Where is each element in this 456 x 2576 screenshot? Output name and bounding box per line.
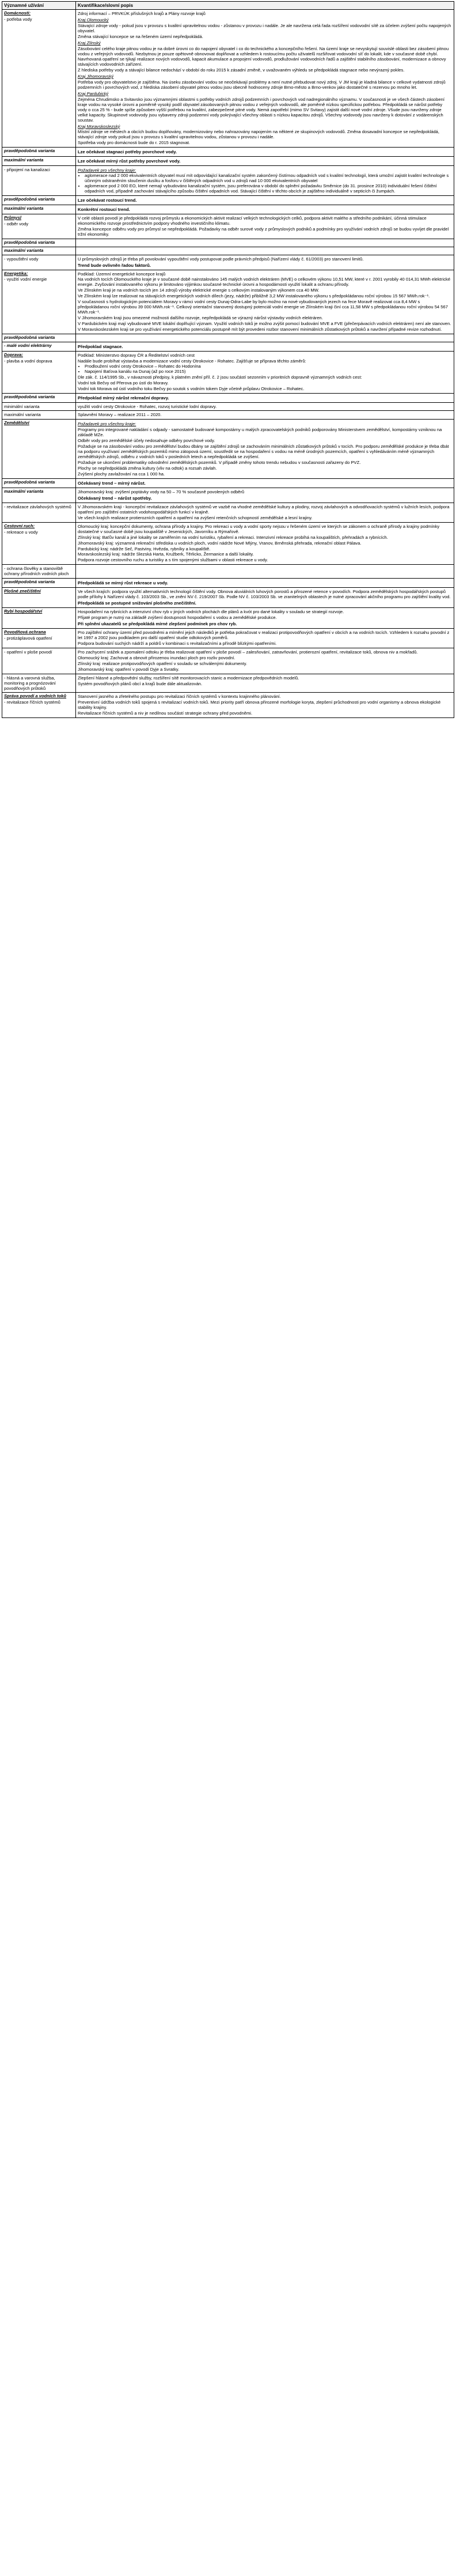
category-label: Domácnosti: xyxy=(4,10,31,16)
table-row xyxy=(2,565,454,579)
description-text: Z hlediska potřeby vody a stávající bilance nedochází v období do roku 2015 k zásadní změně, v uvažovaném výhledu se předpokládá stagnace nebo nevýrazný pokles. xyxy=(78,67,405,73)
usage-label: pravděpodobná varianta xyxy=(4,196,55,202)
table-row xyxy=(2,579,454,588)
table-row xyxy=(2,205,454,214)
header-usage: Významné užívání xyxy=(2,2,76,10)
usage-label: - opatření v ploše povodí xyxy=(4,649,52,655)
usage-label: minimální varianta xyxy=(4,403,40,409)
usage-cell xyxy=(2,628,76,648)
table-row xyxy=(2,588,454,608)
usage-cell xyxy=(2,420,76,479)
usage-label: maximální varianta xyxy=(4,412,41,418)
table-body xyxy=(2,10,454,718)
usage-cell xyxy=(2,195,76,205)
description-cell xyxy=(76,157,454,166)
description-cell xyxy=(76,342,454,351)
usage-label: maximální varianta xyxy=(4,205,44,211)
usage-cell xyxy=(2,478,76,488)
description-cell xyxy=(76,402,454,411)
table-row xyxy=(2,648,454,674)
usage-label: - revitalizace říčních systémů xyxy=(4,700,60,705)
description-text: V Moravskoslezském kraji se pro využívání energetického potenciálu postupně mít být provedeni rozbor stanovení minimálních zůstatkových průtoků a navržení případné revize rozhodnutí. xyxy=(78,327,442,333)
table-row xyxy=(2,195,454,205)
description-cell xyxy=(76,608,454,629)
description-text: Zlínský kraj: Baťův kanál a jiné lokality se zaměřením na vodní turistiku, rybaření a rekreaci. Intenzivní rekreace probíhá na koupalištích, přehradách a rybnících. xyxy=(78,534,388,540)
usage-cell xyxy=(2,608,76,629)
usage-cell xyxy=(2,648,76,674)
usage-label: - rekreace u vody xyxy=(4,529,38,535)
description-text: Ve všech krajích realizace protierozních opatření a opatření na zvýšení retenčních schopností zemědělské a lesní krajiny. xyxy=(78,515,313,520)
description-text: Programy pro integrované nakládání s odpady - samostatně budované kompostárny u malých zpracovatelských podniků podporovány Ministerstvem zemědělství, kompostárny vzniknou na základě MZe. xyxy=(78,427,442,438)
usage-label: pravděpodobná varianta xyxy=(4,394,55,399)
description-text: Hospodaření na rybnících a intenzivní chov ryb v jiných vodních plochách dle plánů a kvót pro dané lokality v souladu se strategií rozvoje. xyxy=(78,609,344,615)
category-label: Energetika: xyxy=(4,270,28,276)
description-text: Stanovení jasného a zřetelného postupu pro revitalizaci říčních systémů v kontextu krajinného plánování. xyxy=(78,694,281,700)
bullet-item: • Napojení Baťova kanálu na Dunaj (až po roce 2015) xyxy=(85,369,452,375)
description-text: Stávající zdroje vody - pokud jsou v provozu s kvalitní upravitelnou vodou - zůstanou v provozu i nadále. Je ale navržena celá řada rozšíření vodovodní sítě za účelem zvýšení počtu napojených obyvatel. xyxy=(78,23,451,34)
table-row xyxy=(2,402,454,411)
description-text: Preventivní údržba vodních toků spojená s revitalizací vodních toků. Mezi priority patří obnova přirozené morfologie koryta, zlepšení průchodnosti pro vodní organismy a obnova ekologické stability krajiny. xyxy=(78,700,441,711)
category-label: Správa povodí a vodních toků xyxy=(4,693,67,699)
description-cell xyxy=(76,628,454,648)
usage-cell xyxy=(2,588,76,608)
usage-cell xyxy=(2,255,76,270)
table-row xyxy=(2,674,454,693)
bullet-item: • aglomerace pod 2 000 EO, které nemají vybudováno kanalizační systém, jsou preferována v období do splnění požadavku Směrnice (do 31. prosince 2010) individuální řešení čištění odpadních vod, případně zachování stávajícího způsobu čištění odpadních vod. Stávající čištění v těchto obcích je zajištěno individuálně v septicích či žumpách. xyxy=(85,184,452,194)
table-row xyxy=(2,411,454,420)
region-heading: Kraj Pardubický xyxy=(78,90,109,96)
usage-label: - hlásná a varovná služba, monitoring a prognózování povodňových průtoků xyxy=(4,675,56,691)
bullet-item: • aglomerace nad 2 000 ekvivalentních obyvatel musí mít odpovídající kanalizační systém zakončený čistírnou odpadních vod s kvalitní technologií, která umožní zajistit kvalitní technologie s účinným odstraněním sloučenin dusíku a fosforu v čištěných odpadních vod u zdrojů nad 10 000 ekvivalentních obyvatel xyxy=(85,173,452,184)
usage-cell xyxy=(2,157,76,166)
usage-cell xyxy=(2,393,76,402)
description-cell xyxy=(76,411,454,420)
table-row xyxy=(2,270,454,334)
usage-cell xyxy=(2,674,76,693)
description-text: Pro zajištění ochrany území před povodněmi a mírnění jejich následků je potřeba pokračovat v realizaci protipovodňových opatření v obcích a na vodních tocích. Vzhledem k rozsahu povodní z let 1997 a 2002 jsou podkladem pro další opatření studie odtokových poměrů. xyxy=(78,629,450,640)
description-cell xyxy=(76,239,454,247)
usage-label: - protizáplavová opatření xyxy=(4,635,52,641)
description-cell xyxy=(76,503,454,522)
description-cell xyxy=(76,351,454,393)
description-text: Ve všech krajích: podpora využití alternativních technologií čištění vody. Obnova aluviálních luhových porostů a přirozené retence v povodích. Podpora zemědělských hospodářských postupů podle přílohy k Nařízení vlády č. 103/2003 Sb., ve znění NV č. 219/2007 Sb. Podle NV č. 103/2003 Sb. ve zranitelných oblastech je nutné zpracování akčního programu pro zajištění kvality vod. xyxy=(78,589,451,600)
description-cell xyxy=(76,565,454,579)
description-cell xyxy=(76,693,454,718)
region-heading: Kraj Zlínský xyxy=(78,40,101,46)
description-text: Vodní tok Morava od ústí vodního toku Bečvy po soutok s vodním tokem Dyje včetně průplavu Otrokovice – Rohatec. xyxy=(78,386,305,391)
summary-text: Konkrétní rostoucí trend. xyxy=(78,206,130,212)
usage-label: maximální varianta xyxy=(4,157,44,163)
table-row xyxy=(2,488,454,503)
usage-cell xyxy=(2,342,76,351)
usage-cell xyxy=(2,565,76,579)
summary-text: Předpoklad mírný nárůst rekreační dopravy. xyxy=(78,395,169,401)
category-label: Rybí hospodářství xyxy=(4,609,43,614)
summary-text: Očekávaný trend – nárůst spotřeby. xyxy=(78,495,152,501)
description-text: Ve Zlínském kraji lze realizovat na stávajících energetických vodních dílech (jezy, nádrže) přibližně 3,2 MW instalovaného výkonu s předpokládanou roční výrobou 15 567 MWh.rok⁻¹. xyxy=(78,293,430,299)
description-text: V Jihomoravském kraji jsou omezené možnosti dalšího rozvoje, nepředpokládá se výrazný nárůst výstavby vodních elektráren. xyxy=(78,315,323,321)
usage-cell xyxy=(2,411,76,420)
description-text: Podpora rozvoje cestovního ruchu a turistiky a s tím spojenými službami v oblasti rekreace u vody. xyxy=(78,557,268,563)
usage-cell xyxy=(2,522,76,565)
usage-label: - potřeba vody xyxy=(4,17,32,22)
table-row xyxy=(2,334,454,342)
description-cell xyxy=(76,393,454,402)
table-row xyxy=(2,420,454,479)
region-heading: Kraj Moravskoslezský xyxy=(78,123,120,129)
description-cell xyxy=(76,255,454,270)
category-label: Cestovní ruch: xyxy=(4,523,35,528)
usage-cell xyxy=(2,351,76,393)
usage-cell xyxy=(2,239,76,247)
bullet-item: • Prodloužení vodní cesty Otrokovice – Rohatec do Hodonína xyxy=(85,364,452,369)
usage-cell xyxy=(2,402,76,411)
usage-cell xyxy=(2,693,76,718)
description-cell xyxy=(76,488,454,503)
summary-text: Lze očekávat stagnaci potřeby povrchové vody. xyxy=(78,149,177,155)
usage-label: pravděpodobná varianta xyxy=(4,479,55,485)
table-row xyxy=(2,608,454,629)
category-label: Doprava: xyxy=(4,352,23,357)
table-row xyxy=(2,255,454,270)
description-text: Pro zachycení srážek a zpomalení odtoku je třeba realizovat opatření v ploše povodí – zalesňování, zatravňování, protierozní opatření, revitalizace toků, obnova niv a mokřadů. xyxy=(78,649,418,655)
description-text: Zásobování celého kraje pitnou vodou je na dobré úrovni co do napojení obyvatel i co do technického a koncepčního řešení. Na území kraje se nevyskytují souvislé oblasti bez zásobení pitnou vodou z veřejných vodovodů. Nezbytnou je pouze opětovně obnovovat doplňovat a vzhledem k rostoucímu počtu uživatelů rozšiřovat vodovodní síť do lokalit, kde v současné době chybí. Navrhovaná opatření se týkají realizace nových vodovodů, kapacit akumulace a propojení vodovodů, prodlužování vodovodních řadů a zajištění stabilního zásobování, modernizace a obnovy stávajících vodovodních zařízení. xyxy=(78,46,449,67)
usage-label: - malé vodní elektrárny xyxy=(4,342,52,348)
description-text: Jihomoravský kraj: zvýšení poptávky vody na 50 – 70 % současně povolených odběrů xyxy=(78,489,245,494)
usage-label: pravděpodobná varianta xyxy=(4,335,55,340)
description-text: Podpora budování suchých nádrží a poldrů v kombinaci s revitalizačními a přírodě blízkými opatřeními. xyxy=(78,640,277,646)
usage-label: - připojení na kanalizaci xyxy=(4,167,50,173)
description-text: Pardubický kraj: nádrže Seč, Pastviny, Hvězda, rybníky a koupaliště. xyxy=(78,546,211,552)
table-row xyxy=(2,393,454,402)
description-text: Potřeba vody pro obyvatelstvo je zajištěna. Na úseku zásobování vodou se neočekávají problémy a není nutné přebudovat nový zdroj. V JM kraji je kladná bilance v celkové vydatnosti zdrojů podzemních i povrchových vod, z hlediska zásobení obyvatel pitnou vodou jsou obecně hodnoceny zdroje Brno-město a Brno-venkov jako dostatečné s rezervou po mnoho let. xyxy=(78,79,446,90)
table-row xyxy=(2,351,454,393)
description-text: Zejména Chrudimsko a Svitavsko jsou významnými oblastmi s potřeby vodních zdrojů podzemních i povrchových vod nadregionálního významu. V současnosti je ve všech částech zásobení kraje vodou na vysoké úrovni a poměrně vysoký podíl obyvatel zásobovaných pitnou vodou z veřejných vodovodů, ale poměrně nízkou specifickou potřebou. Předpokládá se nárůst potřeby vody o cca 25 % - bude spíše způsoben vyšší potřebou na kvalitní, zabezpečené pitné vody. Nemá zapotřebí (mimo SV Svitavy) zajistit další nové vodní zdroje. Všude jsou navrženy zdroje velké kapacity. Skupinové vodovody jsou vybaveny zdroji podzemní vody pokrývající všechny oblasti s nízkou kapacitou zdrojů. Všechny vodovody jsou navrženy k dotování z vodárenských soustav. xyxy=(78,96,444,123)
description-text: Ve Zlínském kraji je na vodních tocích jen 14 zdrojů výroby elektrické energie s celkovým instalovaným výkonem cca 40 MW. xyxy=(78,288,320,293)
summary-text: Při splnění ukazatelů se předpokládá mírné zlepšení podmínek pro chov ryb. xyxy=(78,621,237,626)
description-text: U průmyslových zdrojů je třeba při povolování vypouštění vody postupovat podle právních předpisů (Nařízení vlády č. 61/2003) pro stanovení limitů. xyxy=(78,256,364,262)
usage-table xyxy=(2,1,454,718)
usage-label: - využití vodní energie xyxy=(4,277,47,282)
summary-text: Lze očekávat mírný růst potřeby povrchové vody. xyxy=(78,158,181,164)
description-text: Požaduje se ukončení problematiky odvodnění zemědělských pozemků. V případě změny tohoto trendu nebudou v současnosti zařazeny do PVZ. xyxy=(78,460,361,466)
description-text: Odběr vody pro zemědělské účely nedosahuje odběry povrchové vody. xyxy=(78,438,215,444)
usage-label: - plavba a vodní doprava xyxy=(4,358,52,364)
category-label: Průmysl xyxy=(4,214,21,220)
region-heading: Požadavek pro všechny kraje: xyxy=(78,168,136,173)
usage-cell xyxy=(2,205,76,214)
usage-label: - revitalizace závlahových systémů xyxy=(4,504,71,509)
description-text: Změna stávající koncepce se na řešeném území nepředpokládá. xyxy=(78,34,203,40)
description-cell xyxy=(76,247,454,255)
usage-cell xyxy=(2,488,76,503)
description-text: V současnosti s hydrologickým potenciálem Moravy v rámci vodní cesty Dunaj-Odra-Labe by bylo možno na nové vybudovaných jezech na řece Moravě realizovat cca 8,4 MW s předpokládanou roční výrobou 39 000 MWh.rok⁻¹. Celkový orientační stanovený dostupný potenciál vodní energie ve Zlínském kraji činí cca 11,58 MW s předpokládanou roční výrobou 54 567 MWh.rok⁻¹. xyxy=(78,299,448,315)
description-text: využití vodní cesty Otrokovice - Rohatec, rozvoj turistické lodní dopravy. xyxy=(78,403,217,409)
description-cell xyxy=(76,205,454,214)
description-text: Zdroj informací – PRVKÚK příslušných krajů a Plány rozvoje krajů xyxy=(78,11,206,17)
bullet-list xyxy=(78,364,452,375)
description-text: Změna koncepce odběru vody pro průmysl se nepředpokládá. Požadavky na odběr surové vody z průmyslových podniků a podmínky pro využívání vodních zdrojů se budou vyvíjet dle pravidel tržní ekonomiky. xyxy=(78,226,449,237)
summary-text: Předpokládá se postupné snižování plošného znečištění. xyxy=(78,600,196,606)
description-text: Systém povodňových plánů obcí a krajů bude dále aktualizován. xyxy=(78,681,203,686)
region-heading: Kraj Olomoucký xyxy=(78,17,109,23)
description-text: Na vodních tocích Olomouckého kraje je v současné době nainstalováno 145 malých vodních elektráren (MVE) o celkovém výkonu 10,51 MW, které v r. 2001 vyrobily 40 014,31 MWh elektrické energie. Zvyšování instalovaného výkonu je limitováno výjimkou současné technické úrovni a hospodárnosti využití lokalit a ochranu přírody. xyxy=(78,277,451,288)
category-label: Zemědělství xyxy=(4,420,29,426)
description-cell xyxy=(76,334,454,342)
description-cell xyxy=(76,10,454,148)
description-text: Moravskoslezský kraj: nádrže Slezská Harta, Kružberk, Těrlicko, Žermanice a další lokality. xyxy=(78,552,254,557)
table-row xyxy=(2,239,454,247)
description-cell xyxy=(76,420,454,479)
description-text: Přijaté program je nutný na základě zvýšení dostupnosti hospodaření s vodou a zemědělské produkce. xyxy=(78,615,277,621)
usage-cell xyxy=(2,503,76,522)
usage-cell xyxy=(2,247,76,255)
summary-text: Předpoklad stagnace. xyxy=(78,343,123,349)
description-text: Jihomoravský kraj: významná rekreační střediska u vodních ploch, vodní nádrže Nové Mlýny, Vranov, Brněnská přehrada, rekreační oblast Pálava. xyxy=(78,540,362,546)
description-cell xyxy=(76,195,454,205)
description-text: V Jihomoravském kraji - koncepční revitalizace závlahových systémů ve vazbě na vhodné zemědělské kultury a plodiny, rozvoj závlahových a odvodňovacích systémů v lužních lesích, podpora opatření pro zajištění ostatních vodohospodářských funkcí v krajině. xyxy=(78,504,450,515)
header-description: Kvantifikace/slovní popis xyxy=(76,2,454,10)
usage-label: - odběr vody xyxy=(4,221,29,226)
description-text: Olomoucký kraj: Zachovat a obnovit přirozenou inundaci ploch pro rozliv povodní. xyxy=(78,655,235,660)
usage-cell xyxy=(2,270,76,334)
description-text: Revitalizace říčních systémů a niv je nedílnou součástí strategie ochrany před povodněmi. xyxy=(78,711,253,716)
description-text: Jihomoravský kraj: opatření v povodí Dyje a Svratky. xyxy=(78,666,180,672)
table-row xyxy=(2,522,454,565)
usage-cell xyxy=(2,214,76,239)
usage-cell xyxy=(2,148,76,157)
summary-text: Trend bude ovlivněn řadou faktorů. xyxy=(78,262,151,268)
table-row xyxy=(2,478,454,488)
usage-label: maximální varianta xyxy=(4,488,44,494)
usage-cell xyxy=(2,166,76,196)
description-text: Nadále bude probíhat výstavba a modernizace vodní cesty Otrokovice - Rohatec. Zajišťuje se příprava těchto záměrů: xyxy=(78,358,306,364)
usage-cell xyxy=(2,334,76,342)
description-cell xyxy=(76,588,454,608)
description-cell xyxy=(76,270,454,334)
table-row xyxy=(2,10,454,148)
description-text: Požaduje se na zásobování vodou pro zemědělství budou dbány se zajištění zdrojů se zachováním minimálních zůstatkových průtoků v tocích. Pro podporu zemědělské produkce je třeba dbát na podporu využívaní zemědělských pozemků mimo zátopová území, soustředit se na hospodaření s vodou na méně úrodných pozemcích, opatření s vyhledáváním méně významných zemědělských zdrojů, odběru z vodních toků v posledních letech a nepředpokládá se zvýšení. xyxy=(78,444,449,460)
region-heading: Požadavek pro všechny kraje: xyxy=(78,421,136,427)
region-heading: Kraj Jihomoravský xyxy=(78,73,114,79)
table-row xyxy=(2,148,454,157)
description-text: Podklad: Ministerstvo dopravy ČR a Ředitelství vodních cest xyxy=(78,352,195,358)
table-row xyxy=(2,166,454,196)
table-row xyxy=(2,247,454,255)
description-cell xyxy=(76,579,454,588)
description-text: Zvýšení plochy zavlažování na cca 1 000 ha. xyxy=(78,471,165,477)
usage-label: pravděpodobná varianta xyxy=(4,579,55,585)
description-cell xyxy=(76,648,454,674)
description-text: Zlepšení hlásné a předpovědní služby, rozšíření sítě monitorovacích stanic a modernizace předpovědních modelů. xyxy=(78,675,299,681)
usage-label: maximální varianta xyxy=(4,247,44,253)
summary-text: Očekávaný trend – mírný nárůst. xyxy=(78,480,146,486)
description-text: Zlínský kraj: realizace protipovodňových opatření v souladu se schválenými dokumenty. xyxy=(78,660,248,666)
category-label: Povodňová ochrana xyxy=(4,629,46,634)
table-row xyxy=(2,503,454,522)
table-row xyxy=(2,214,454,239)
description-text: Vodní tok Bečvy od Přerova po ústí do Moravy. xyxy=(78,380,169,386)
description-cell xyxy=(76,674,454,693)
table-header-row xyxy=(2,2,454,10)
description-text: V Pardubickém kraji mají vybudované MVE lokální doplňující význam. Využití vodních toků je možno zvýšit pomocí budování MVE a FVE (přečerpávacích vodních elektráren) není ale stanoven. xyxy=(78,321,451,327)
description-text: Plochy se nepředpokládá změna kultury (vliv na odtok) a rozsah závlah. xyxy=(78,466,217,471)
description-text: Olomoucký kraj: koncepční dokumenty, ochrana přírody a krajiny. Pro rekreaci u vody a vodní sporty nejsou v řešeném území ve kterých se zákonem o ochraně přírody a krajiny podmínky dostatečné v současné době jsou koupaliště v Jesenických, Javorníku a Rýmařově. xyxy=(78,523,440,534)
usage-label: pravděpodobná varianta xyxy=(4,239,55,245)
summary-text: Předpokládá se mírný růst rekreace u vody. xyxy=(78,580,168,586)
usage-label: - ochrana člověky a stanoviště ochrany přírodních vodních ploch xyxy=(4,566,69,577)
summary-text: Lze očekávat rostoucí trend. xyxy=(78,197,137,203)
usage-cell xyxy=(2,579,76,588)
table-row xyxy=(2,157,454,166)
bullet-list xyxy=(78,173,452,194)
description-text: V celé oblasti povodí je předpokládá rozvoj průmyslu a ekonomických aktivit realizací velkých technologických celků, podpora aktivit malého a středního podnikání, účinná stimulace ekonomického rozvoje prostřednictvím podpory vhodného investičního klimatu. xyxy=(78,215,427,226)
description-text: Místní zdroje ve městech a obcích budou doplňovány, modernizovány nebo nahrazovány napojením na některé ze skupinových vodovodů. Změna dosavadní koncepce se nepředpokládá, stávající zdroje vody pokud jsou v provozu s kvalitní upravitelnou vodou, zůstanou v provozu i nadále. xyxy=(78,129,440,140)
description-text: Spotřeba vody pro domácnosti bude do r. 2015 stagnovat. xyxy=(78,140,191,146)
description-cell xyxy=(76,148,454,157)
usage-label: pravděpodobná varianta xyxy=(4,148,55,154)
description-text: Podklad: Územní energetické koncepce krajů xyxy=(78,271,166,277)
description-cell xyxy=(76,522,454,565)
usage-label: - vypouštění vody xyxy=(4,256,39,262)
description-cell xyxy=(76,166,454,196)
table-row xyxy=(2,342,454,351)
usage-cell xyxy=(2,10,76,148)
description-cell xyxy=(76,214,454,239)
table-row xyxy=(2,628,454,648)
description-text: Dle zák. č. 114/1995 Sb., v návaznosti předpisy, k platném znění příl. č. 2 jsou součástí sezonním v prioritních dopravně významných vodních cest: xyxy=(78,374,362,380)
table-row xyxy=(2,693,454,718)
description-text: Splavnění Moravy – realizace 2011 – 2020. xyxy=(78,412,162,418)
category-label: Plošné znečištění xyxy=(4,588,41,594)
description-cell xyxy=(76,478,454,488)
